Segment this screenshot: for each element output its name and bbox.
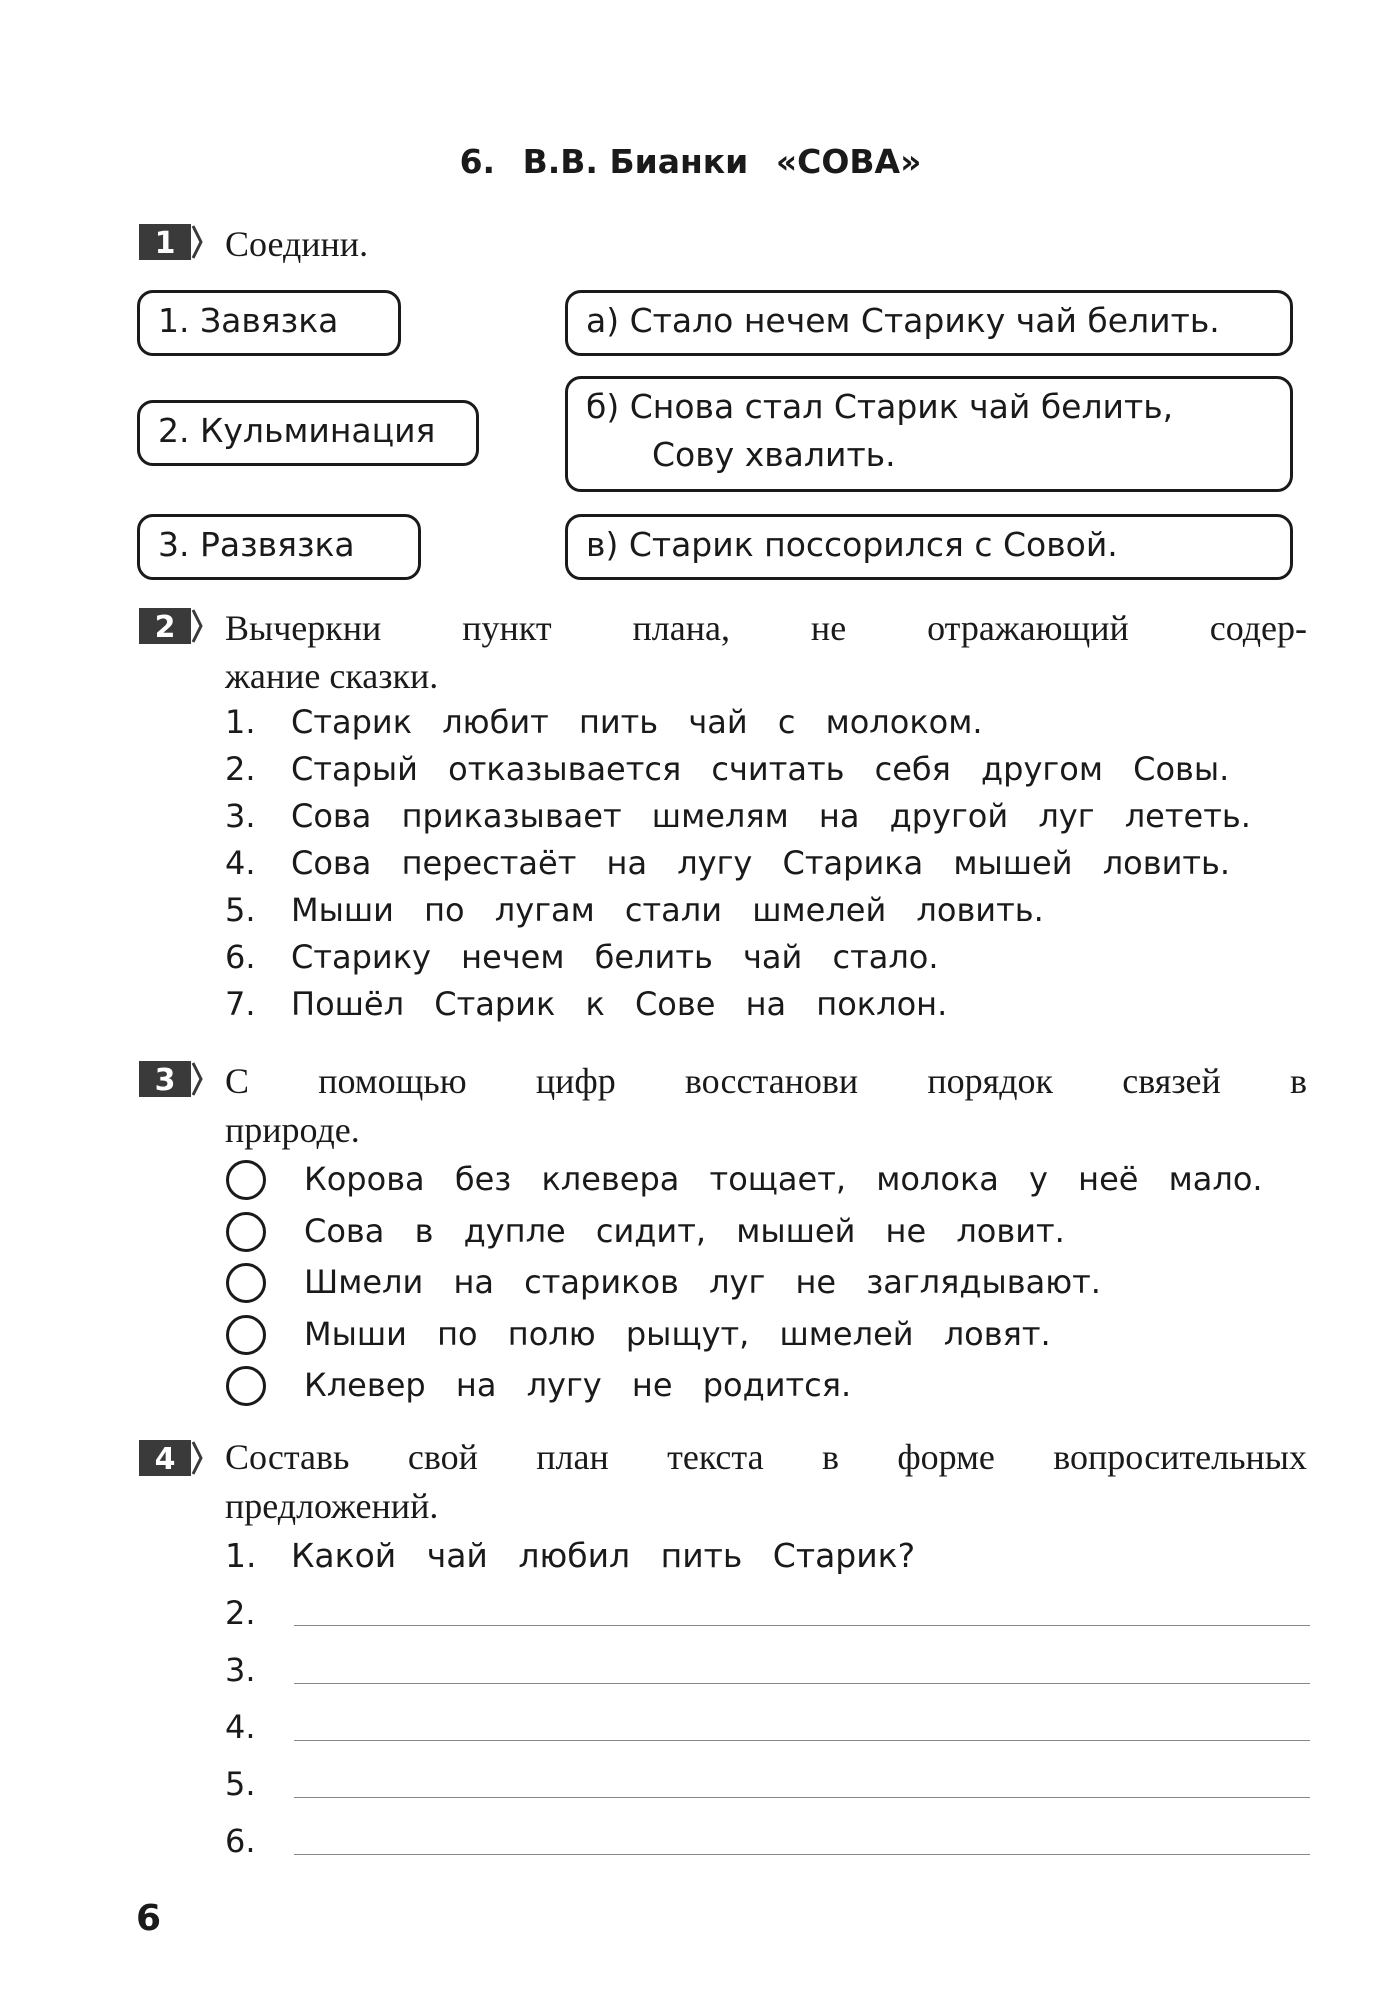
task1-right-b-line1: б) Снова стал Старик чай белить,	[586, 387, 1174, 426]
task3-instruction-line1: С помощью цифр восстанови порядок связей в	[225, 1061, 1307, 1101]
plan-item: 2. Старый отказывается считать себя другом Совы.	[225, 750, 1230, 788]
answer-line[interactable]	[294, 1740, 1310, 1741]
task1-badge-number: 1	[154, 226, 176, 260]
blank-number: 5.	[225, 1765, 256, 1803]
task1-left-2-label: 2. Кульминация	[158, 411, 436, 450]
task1-right-a	[565, 290, 1293, 356]
nature-item: Шмели на стариков луг не заглядывают.	[304, 1263, 1101, 1301]
task3-badge	[139, 1061, 205, 1097]
task2-instruction-line1: Вычеркни пункт плана, не отражающий содер-	[225, 608, 1307, 648]
task2-badge-number: 2	[154, 610, 176, 644]
question-1	[225, 1536, 915, 1575]
task2-badge	[139, 608, 205, 644]
order-circle[interactable]	[226, 1160, 266, 1200]
task4-badge	[139, 1440, 205, 1476]
plan-item: 6. Старику нечем белить чай стало.	[225, 938, 939, 976]
task1-badge	[139, 224, 205, 260]
plan-item: 3. Сова приказывает шмелям на другой луг лететь.	[225, 797, 1251, 835]
task1-left-3-label: 3. Развязка	[158, 525, 355, 564]
nature-item: Клевер на лугу не родится.	[304, 1366, 852, 1404]
task1-left-1-label: 1. Завязка	[158, 301, 339, 340]
task1-left-2	[137, 400, 479, 466]
blank-number: 2.	[225, 1594, 256, 1632]
task1-instruction: Соедини.	[225, 224, 369, 264]
plan-item: 7. Пошёл Старик к Сове на поклон.	[225, 985, 948, 1023]
task1-left-3	[137, 514, 421, 580]
task3-badge-number: 3	[154, 1063, 176, 1097]
task1-right-a-label: а) Стало нечем Старику чай белить.	[586, 301, 1220, 340]
nature-item: Корова без клевера тощает, молока у неё мало.	[304, 1160, 1263, 1198]
task1-right-b	[565, 376, 1293, 492]
task1-right-b-line2: Сову хвалить.	[652, 435, 896, 474]
task1-left-1	[137, 290, 401, 356]
title-work: «СОВА»	[775, 142, 922, 181]
title-author: В.В. Бианки	[522, 142, 749, 181]
blank-number: 6.	[225, 1822, 256, 1860]
answer-line[interactable]	[294, 1625, 1310, 1626]
plan-item: 1. Старик любит пить чай с молоком.	[225, 703, 983, 741]
order-circle[interactable]	[226, 1315, 266, 1355]
answer-line[interactable]	[294, 1854, 1310, 1855]
task2-instruction-line2: жание сказки.	[225, 656, 439, 696]
order-circle[interactable]	[226, 1366, 266, 1406]
answer-line[interactable]	[294, 1797, 1310, 1798]
task4-instruction-line1: Составь свой план текста в форме вопросительных	[225, 1437, 1307, 1477]
task4-instruction-line2: предложений.	[225, 1486, 439, 1526]
order-circle[interactable]	[226, 1212, 266, 1252]
task4-badge-number: 4	[154, 1442, 176, 1476]
task3-instruction-line2: природе.	[225, 1110, 360, 1150]
order-circle[interactable]	[226, 1263, 266, 1303]
title-number: 6.	[459, 142, 496, 181]
nature-item: Сова в дупле сидит, мышей не ловит.	[304, 1212, 1065, 1250]
task1-right-c	[565, 514, 1293, 580]
task1-right-c-label: в) Старик поссорился с Совой.	[586, 525, 1118, 564]
question-1-text: Какой чай любил пить Старик?	[291, 1536, 916, 1575]
plan-item: 5. Мыши по лугам стали шмелей ловить.	[225, 891, 1044, 929]
blank-number: 3.	[225, 1651, 256, 1689]
page-number: 6	[136, 1898, 162, 1939]
page-title	[0, 142, 1381, 181]
answer-line[interactable]	[294, 1683, 1310, 1684]
question-1-number: 1.	[225, 1536, 257, 1575]
blank-number: 4.	[225, 1708, 256, 1746]
plan-item: 4. Сова перестаёт на лугу Старика мышей ловить.	[225, 844, 1231, 882]
nature-item: Мыши по полю рыщут, шмелей ловят.	[304, 1315, 1051, 1353]
